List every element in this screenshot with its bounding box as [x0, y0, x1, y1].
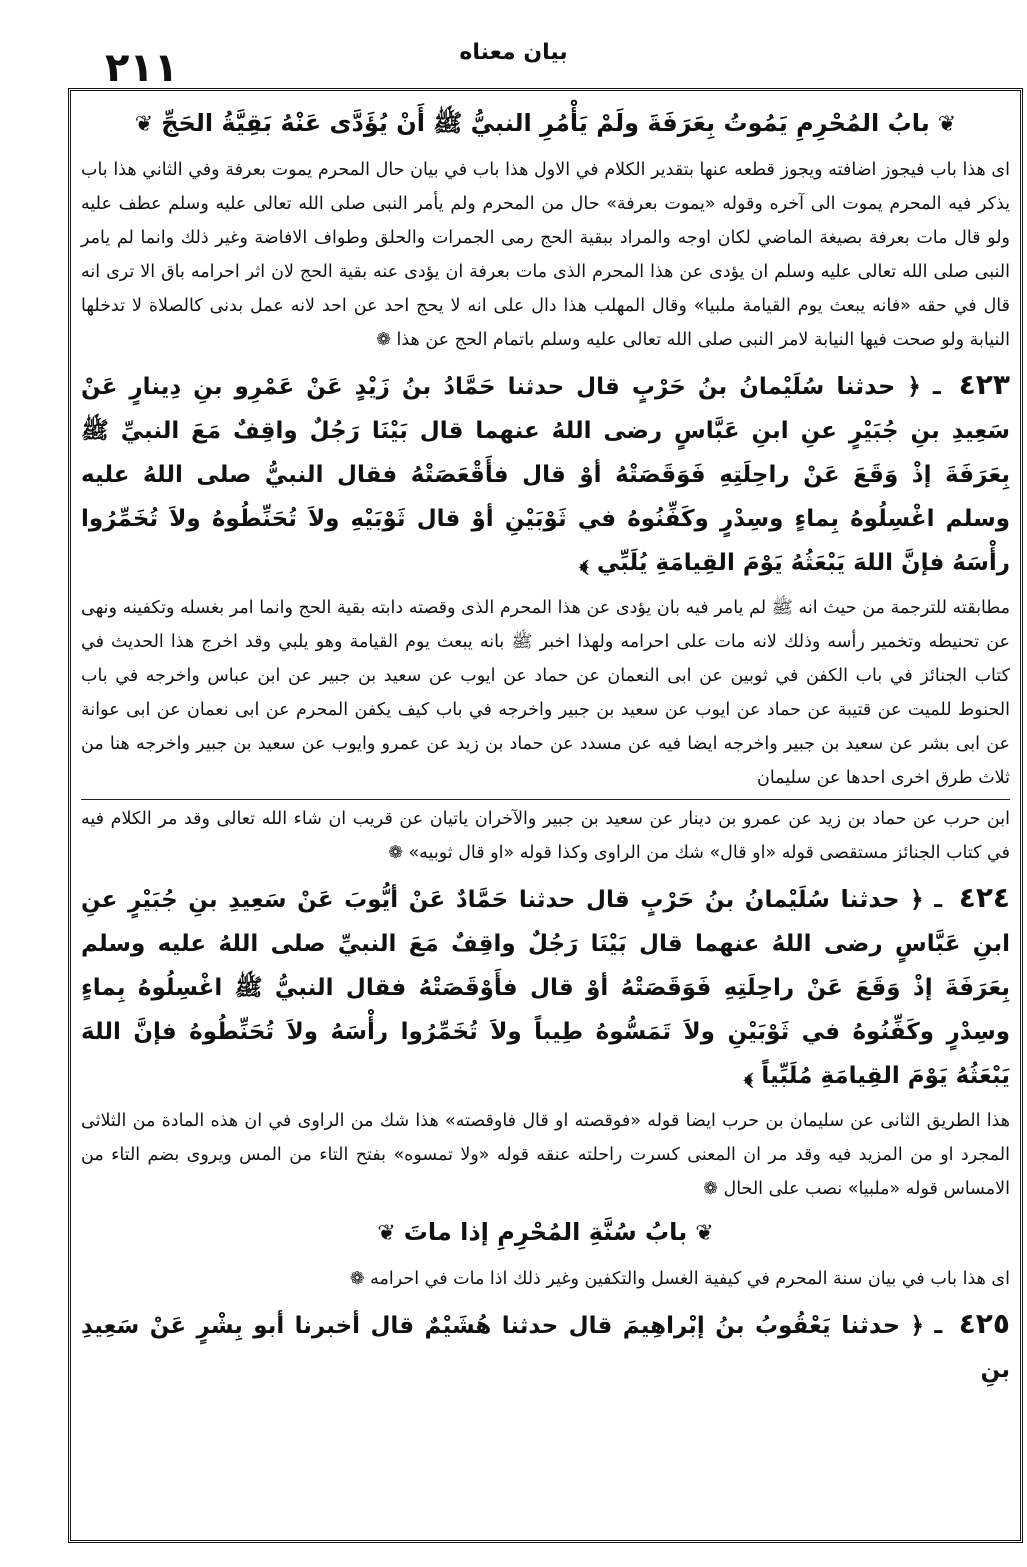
hadith-424	[81, 876, 1010, 1098]
page-number: ٢١١	[105, 45, 179, 91]
hadith-text: يَعْقُوبُ بنُ إبْراهِيمَ قال حدثنا هُشَيْمٌ قال أخبرنا أبو بِشْرٍ عَنْ سَعِيدِ بنِ	[81, 1313, 1010, 1383]
right-ornament-icon: ❦	[377, 1221, 396, 1246]
commentary-paragraph: اى هذا باب في بيان سنة المحرم في كيفية الغسل والتكفين وغير ذلك اذا مات في احرامه ❁	[349, 1269, 1010, 1289]
hadith-number: ٤٢٤	[958, 881, 1011, 914]
open-bracket-icon: ﴿	[910, 1313, 924, 1339]
close-bracket-icon: ﴾	[579, 550, 589, 576]
hadith-number: ٤٢٣	[958, 368, 1010, 401]
hadith-text: سُلَيْمانُ بنُ حَرْبٍ قال حدثنا حَمَّادُ بنُ زَيْدٍ عَنْ عَمْرِو بنِ دِينارٍ عَنْ سَعِيدِ بنِ جُبَيْرٍ عنِ ابنِ عَبَّاسٍ رضى اللهُ عنهما قال بَيْنَا رَجُلٌ واقِفٌ مَعَ النبيِّ ﷺ بِعَرَفَةَ إذْ وَقَعَ عَنْ راحِلَتِهِ فَوَقَصَتْهُ أوْ قال فأَقْعَصَتْهُ فقال النبيُّ صلى اللهُ عليه وسلم اغْسِلُوهُ بِماءٍ وسِدْرٍ وكَفِّنُوهُ في ثَوْبَيْنِ أوْ قال ثَوْبَيْهِ ولاَ تُحَنِّطُوهُ ولاَ تُخَمِّرُوا رأْسَهُ فإنَّ اللهَ يَبْعَثُهُ يَوْمَ القِيامَةِ يُلَبِّي	[81, 374, 1010, 576]
hadith-423	[81, 363, 1010, 585]
hadith-425	[81, 1302, 1010, 1392]
running-header-title: بيان معناه	[459, 40, 568, 65]
commentary-paragraph: اى هذا باب فيجوز اضافته ويجوز قطعه عنها بتقدير الكلام في الاول هذا باب في بيان حال المحرم يموت بعرفة وفي الثاني هذا باب يذكر فيه المحرم يموت الى آخره وقوله «يموت بعرفة» حال من المحرم ولم يأمر النبى صلى الله تعالى عليه وسلم عطف عليه ولو قال مات بعرفة بصيغة الماضي لكان اوجه والمراد ببقية الحج رمى الجمرات والحلق وطواف الافاضة وغير ذلك وانما لم يامر النبى صلى الله تعالى عليه وسلم ان يؤدى عن هذا المحرم الذى مات بعرفة ان يؤدى عنه بقية الحج لان اثر احرامه باق الا ترى انه قال في حقه «فانه يبعث يوم القيامة ملبيا» وقال المهلب هذا دال على انه لا يحج احد عن احد لانه عمل بدنى كالصلاة لا تدخلها النيابة ولو صحت فيها النيابة لامر النبى صلى الله تعالى عليه وسلم باتمام الحج عن هذا ❁	[81, 160, 1010, 350]
horizontal-rule	[81, 799, 1010, 800]
open-bracket-icon: ﴿	[907, 374, 921, 400]
close-bracket-icon: ﴾	[743, 1063, 754, 1089]
right-ornament-icon: ❦	[134, 112, 154, 137]
chapter-heading-text: بابُ سُنَّةِ المُحْرِمِ إذا ماتَ	[403, 1218, 688, 1246]
hadith-text: سُلَيْمانُ بنُ حَرْبٍ قال حدثنا حَمَّادٌ عَنْ أيُّوبَ عَنْ سَعِيدِ بنِ جُبَيْرٍ عنِ ابنِ عَبَّاسٍ رضى اللهُ عنهما قال بَيْنَا رَجُلٌ واقِفٌ مَعَ النبيِّ صلى اللهُ عليه وسلم بِعَرَفَةَ إذْ وَقَعَ عَنْ راحِلَتِهِ فَوَقَصَتْهُ أوْ قال فأَوْقَصَتْهُ فقال النبيُّ ﷺ اغْسِلُوهُ بِماءٍ وسِدْرٍ وكَفِّنُوهُ في ثَوْبَيْنِ ولاَ تَمَسُّوهُ طِيباً ولاَ تُخَمِّرُوا رأْسَهُ ولاَ تُحَنِّطُوهُ فإنَّ اللهَ يَبْعَثُهُ يَوْمَ القِيامَةِ مُلَبِّياً	[81, 887, 1010, 1089]
haddathana-label: حدثنا	[836, 372, 896, 400]
hadith-number: ٤٢٥	[958, 1307, 1010, 1340]
dash: ـ	[934, 1313, 943, 1339]
left-ornament-icon: ❦	[695, 1221, 714, 1246]
commentary-paragraph: ابن حرب عن حماد بن زيد عن عمرو بن دينار عن سعيد بن جبير والآخران ياتيان عن قريب ان شاء الله تعالى وقد مر الكلام فيه في كتاب الجنائز مستقصى قوله «او قال» شك من الراوى وكذا قوله «او قال ثوبيه» ❁	[81, 809, 1010, 863]
dash: ـ	[932, 374, 941, 400]
commentary-paragraph: مطابقته للترجمة من حيث انه ﷺ لم يامر فيه بان يؤدى عن هذا المحرم الذى وقصته دابته بقية الحج وانما امر بغسله وتكفينه ونهى عن تحنيطه وتخمير رأسه وذلك لانه مات على احرامه ولهذا اخبر ﷺ بانه يبعث يوم القيامة وهو يلبي وقد اخرج هذا الحديث في كتاب الجنائز في باب الكفن في ثوبين عن ابى النعمان عن حماد عن ايوب عن سعيد بن جبير عن ابن عباس واخرجه في باب الحنوط للميت عن قتيبة عن حماد عن ايوب عن سعيد بن جبير واخرجه في باب كيف يكفن المحرم عن ابى نعمان عن ابى عوانة عن ابى بشر عن سعيد بن جبير واخرجه ايضا فيه عن مسدد عن حماد بن زيد عن عمرو وايوب عن سعيد بن جبير واخرجه هنا من ثلاث طرق اخرى احدها عن سليمان	[81, 598, 1010, 788]
text-frame	[68, 88, 1023, 1543]
dash: ـ	[934, 887, 943, 913]
commentary-paragraph: هذا الطريق الثانى عن سليمان بن حرب ايضا قوله «فوقصته او قال فاوقصته» هذا شك من الراوى في ان هذه المادة من الثلاثى المجرد او من المزيد فيه وقد مر ان المعنى كسرت راحلته عنقه قوله «ولا تمسوه» بفتح التاء من المس ويروى بضم التاء من الامساس قوله «ملبيا» نصب على الحال ❁	[81, 1111, 1010, 1199]
left-ornament-icon: ❦	[937, 112, 957, 137]
chapter-heading-2	[81, 1212, 1010, 1254]
open-bracket-icon: ﴿	[910, 887, 924, 913]
haddathana-label: حدثنا	[840, 885, 900, 913]
page-body	[81, 97, 1010, 1534]
haddathana-label: حدثنا	[841, 1311, 901, 1339]
chapter-heading-text: بابُ المُحْرِمِ يَمُوتُ بِعَرَفَةَ ولَمْ يَأْمُرِ النبيُّ ﷺ أَنْ يُؤَدَّى عَنْهُ بَقِيَّةُ الحَجِّ	[161, 109, 930, 137]
chapter-heading-1	[81, 103, 1010, 145]
